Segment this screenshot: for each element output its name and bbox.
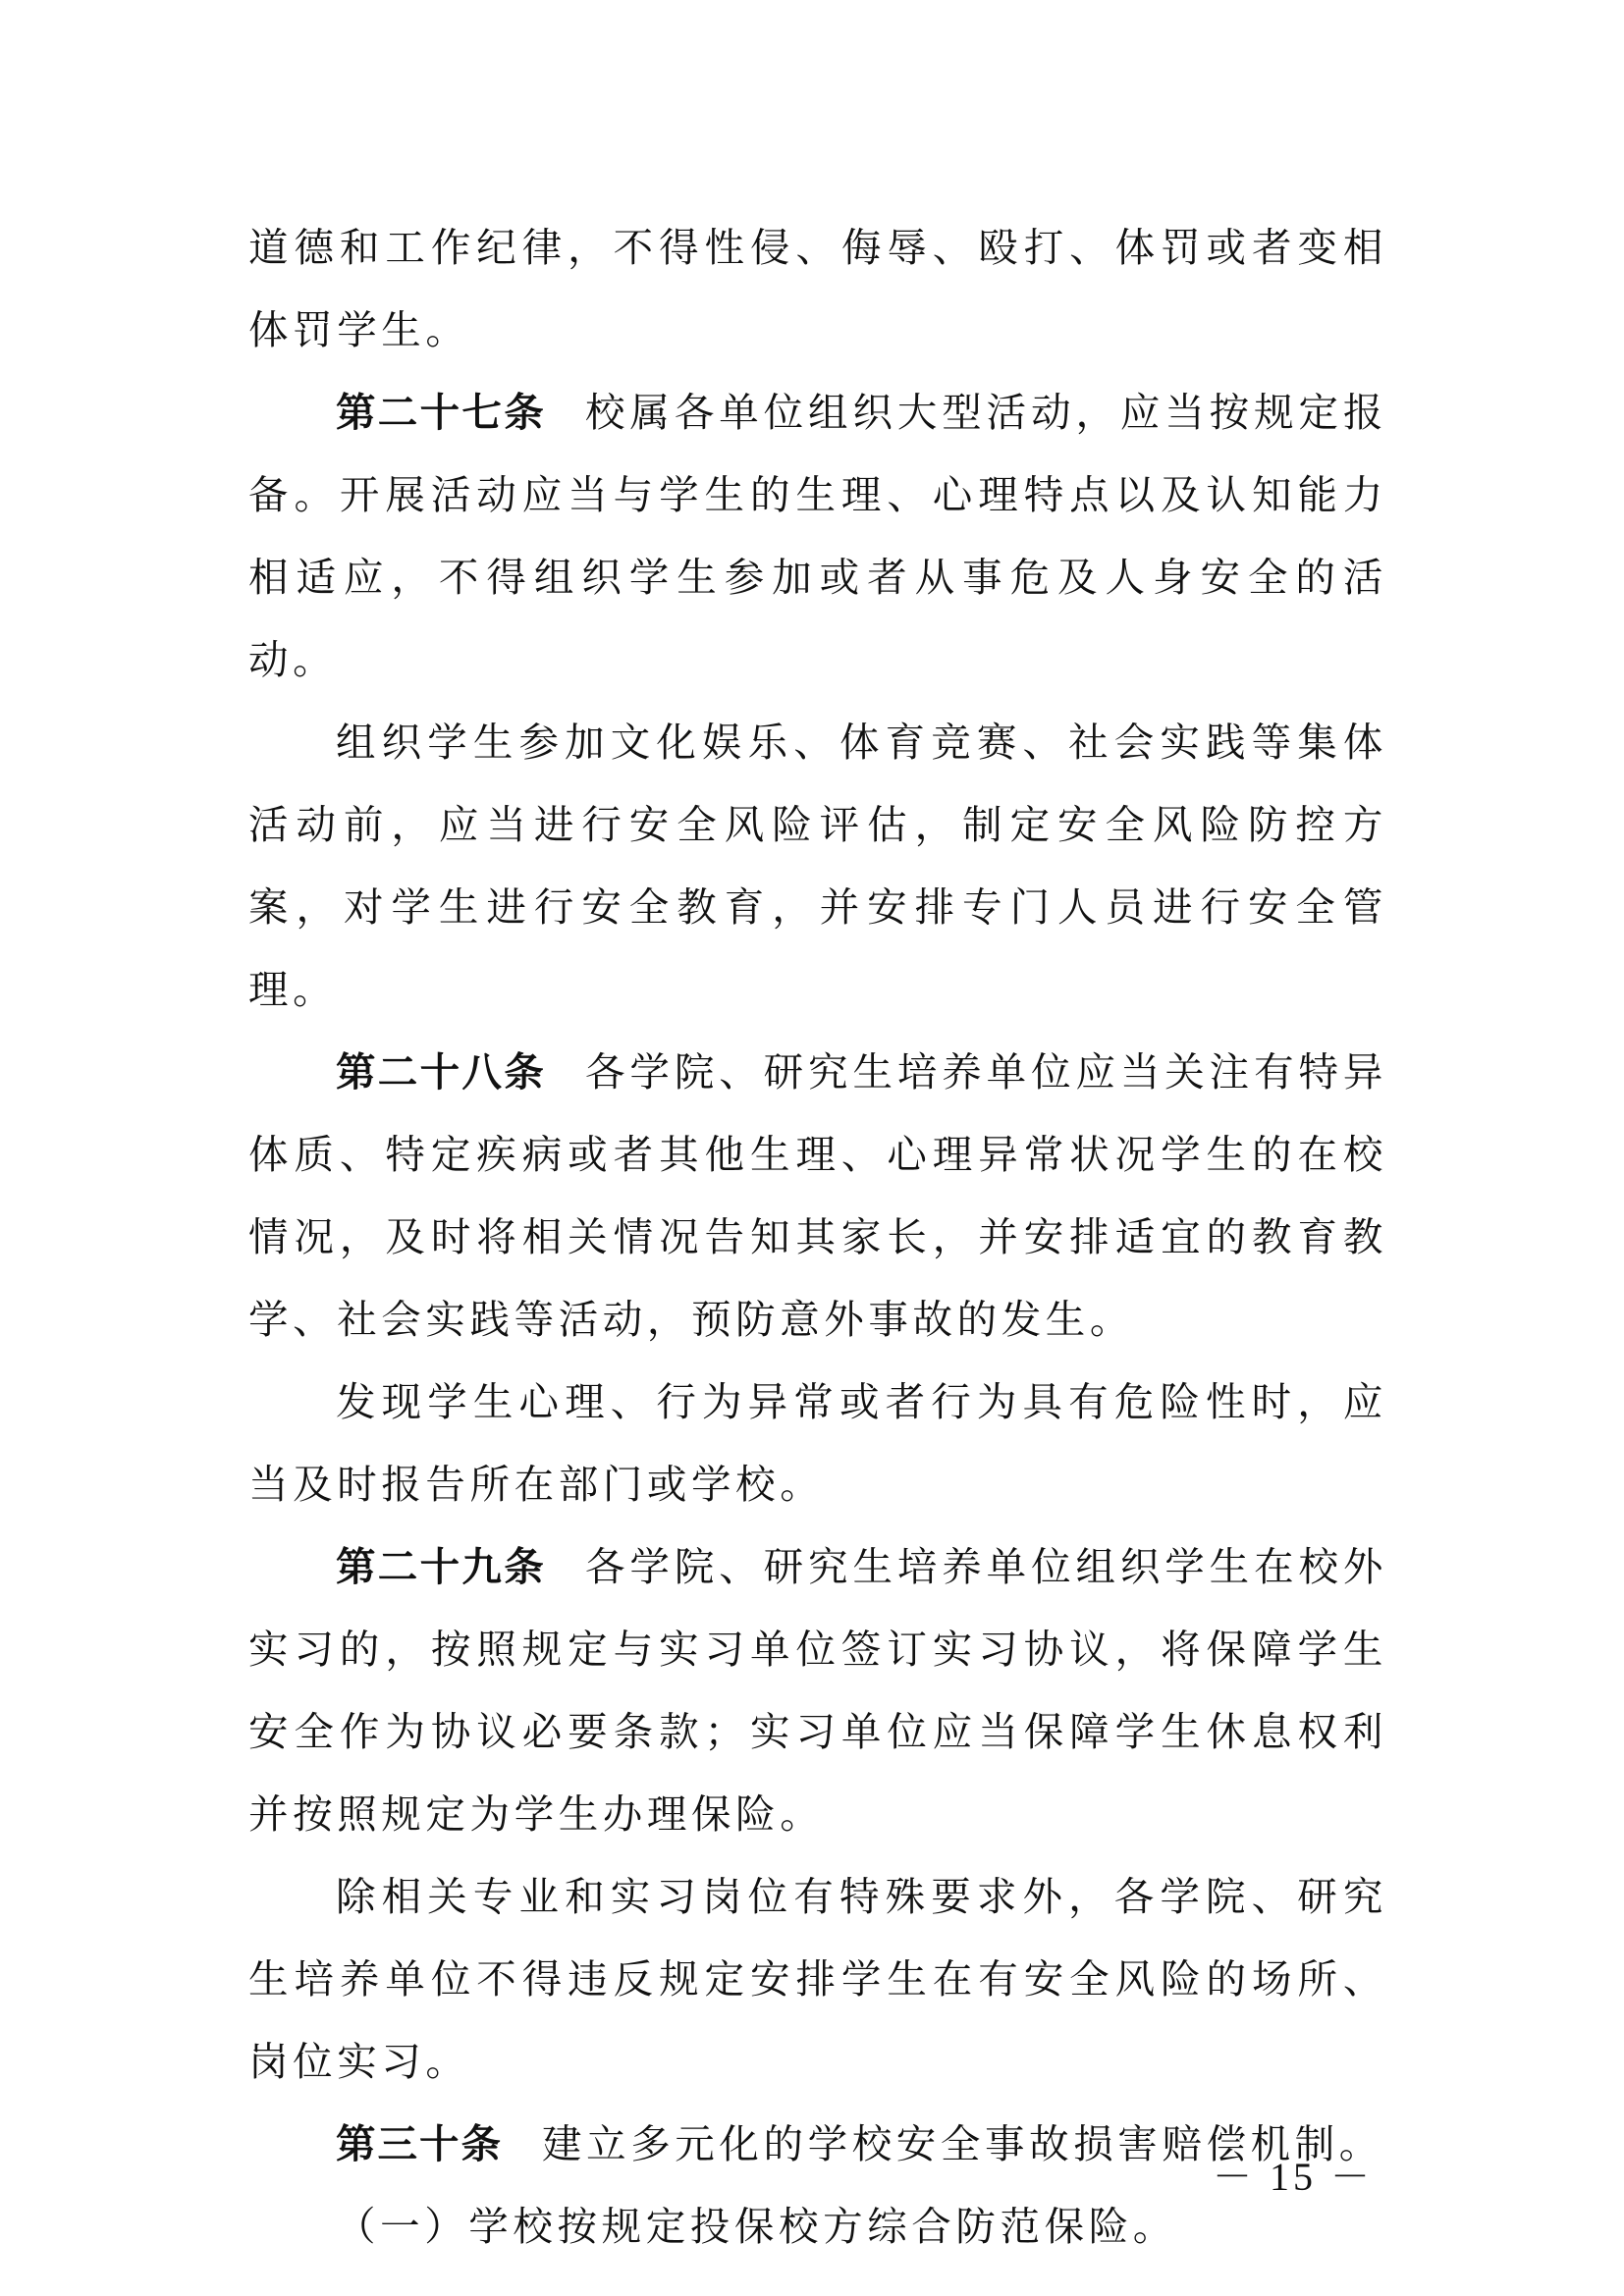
paragraph-text: 组织学生参加文化娱乐、体育竞赛、社会实践等集体活动前，应当进行安全风险评估，制定安全风险防控方案，对学生进行安全教育，并安排专门人员进行安全管理。 (248, 719, 1387, 1013)
paragraph-text: 建立多元化的学校安全事故损害赔偿机制。 (542, 2120, 1383, 2167)
paragraph-text: 各学院、研究生培养单位组织学生在校外实习的，按照规定与实习单位签订实习协议，将保障学生安全作为协议必要条款；实习单位应当保障学生休息权利并按照规定为学生办理保险。 (248, 1543, 1387, 1838)
paragraph-text: 各学院、研究生培养单位应当关注有特异体质、特定疾病或者其他生理、心理异常状况学生的在校情况，及时将相关情况告知其家长，并安排适宜的教育教学、社会实践等活动，预防意外事故的发生。 (248, 1048, 1387, 1343)
article-number: 第二十八条 (336, 1048, 547, 1095)
body-text (248, 206, 1387, 2268)
article-number: 第二十九条 (336, 1543, 547, 1590)
paragraph-text: 道德和工作纪律，不得性侵、侮辱、殴打、体罚或者变相体罚学生。 (248, 224, 1387, 353)
article-number: 第三十条 (336, 2120, 503, 2167)
paragraph (248, 1361, 1387, 1525)
article-28 (248, 1031, 1387, 1361)
paragraph-text: 除相关专业和实习岗位有特殊要求外，各学院、研究生培养单位不得违反规定安排学生在有安全风险的场所、岗位实习。 (248, 1873, 1387, 2085)
paragraph-text: 校属各单位组织大型活动，应当按规定报备。开展活动应当与学生的生理、心理特点以及认知能力相适应，不得组织学生参加或者从事危及人身安全的活动。 (248, 389, 1387, 683)
paragraph-text: 发现学生心理、行为异常或者行为具有危险性时，应当及时报告所在部门或学校。 (248, 1378, 1387, 1508)
paragraph (248, 1855, 1387, 2103)
paragraph-text: （一）学校按规定投保校方综合防范保险。 (336, 2203, 1177, 2250)
page-number: － 15 － (1213, 2155, 1374, 2199)
article-27 (248, 371, 1387, 701)
article-number: 第二十七条 (336, 389, 547, 436)
paragraph (248, 701, 1387, 1031)
article-29 (248, 1525, 1387, 1855)
paragraph (248, 206, 1387, 371)
